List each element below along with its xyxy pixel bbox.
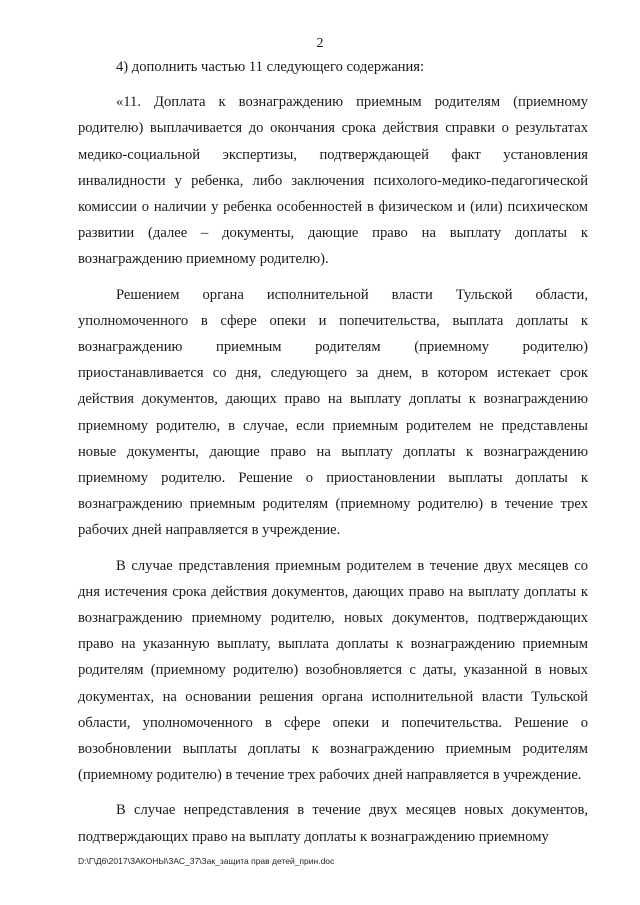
paragraph-part-11: «11. Доплата к вознаграждению приемным родителям (приемному родителю) выплачивается до окончания срока действия справки о результатах медико-социальной экспертизы, подтверждающей факт установления инвалидности у ребенка, либо заключения психолого-медико-педагогической комиссии о наличии у ребенка особенностей в физическом и (или) психическом развитии (далее – документы, дающие право на выплату доплаты к вознаграждению приемному родителю). [78, 94, 588, 268]
paragraph-resumption: В случае представления приемным родителем в течение двух месяцев со дня истечения срока действия документов, дающих право на выплату доплаты к вознаграждению приемному родителю, новых документов, подтверждающих право на указанную выплату, выплата доплаты к вознаграждению приемным родителям (приемному родителю) возобновляется с даты, указанной в новых документах, на основании решения органа исполнительной власти Тульской области, уполномоченного в сфере опеки и попечительства. Решение о возобновлении выплаты доплаты к вознаграждению приемным родителям (приемному родителю) в течение трех рабочих дней направляется в учреждение. [78, 557, 588, 784]
file-path-footer: D:\Г\Д6\2017\ЗАКОНЫ\ЗАС_37\Зак_защита прав детей_прин.doc [78, 856, 335, 866]
paragraph-suspension: Решением органа исполнительной власти Тульской области, уполномоченного в сфере опеки и попечительства, выплата доплаты к вознаграждению приемным родителям (приемному родителю) приостанавливается со дня, следующего за днем, в котором истекает срок действия документов, дающих право на выплату доплаты к вознаграждению приемному родителю, в случае, если приемным родителем не представлены новые документы, дающие право на выплату доплаты к вознаграждению приемному родителю. Решение о приостановлении выплаты доплаты к вознаграждению приемным родителям (приемному родителю) в течение трех рабочих дней направляется в учреждение. [78, 286, 588, 539]
paragraph-amendment-intro: 4) дополнить частью 11 следующего содержания: [116, 59, 425, 75]
paragraph-non-submission: В случае непредставления в течение двух месяцев новых документов, подтверждающих право на выплату доплаты к вознаграждению приемному [78, 802, 588, 845]
document-body [78, 54, 588, 859]
page-number: 2 [316, 36, 324, 51]
